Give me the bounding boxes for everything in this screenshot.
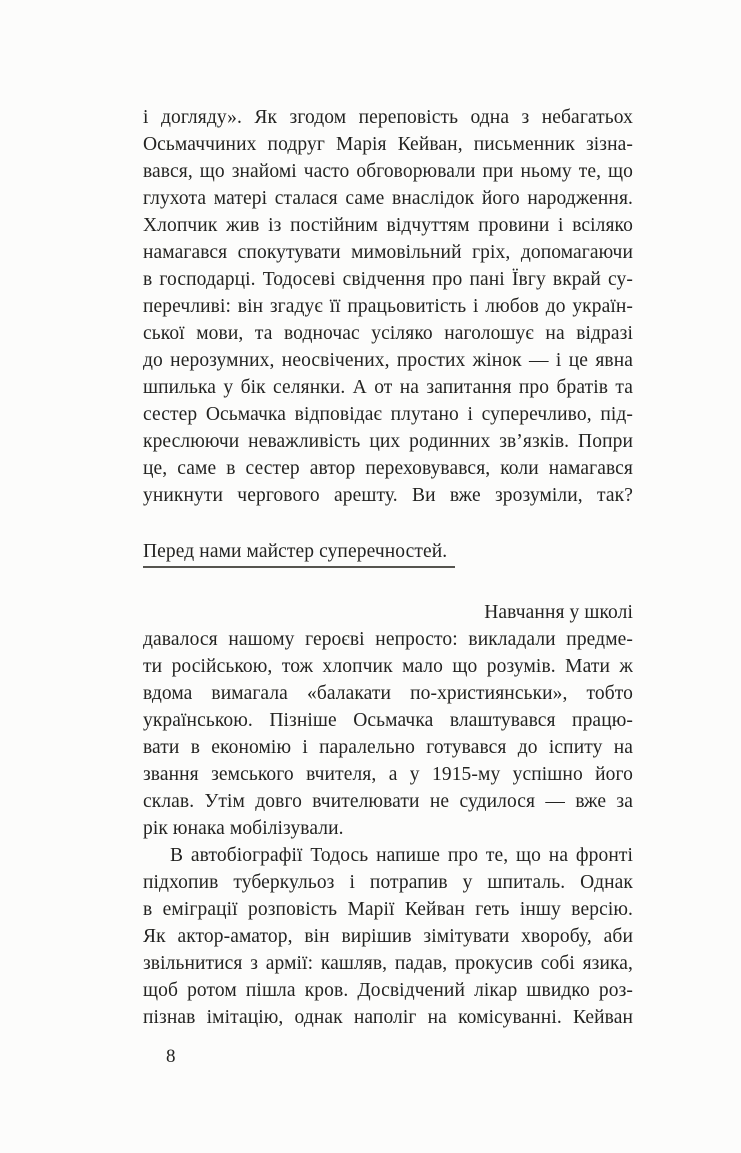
text-line: ти російською, тож хлопчик мало що розумів. Мати ж	[143, 656, 633, 677]
text-line: і догляду». Як згодом переповість одна з небагатьох	[143, 107, 633, 128]
text-line: давалося нашому героєві непросто: викладали предме-	[143, 629, 633, 650]
paragraph-continuation	[143, 104, 633, 509]
text-line: в господарці. Тодосеві свідчення про пані Ївгу вкрай су-	[143, 269, 633, 290]
text-line: в еміграції розповість Марії Кейван геть іншу версію.	[143, 899, 633, 920]
text-line: щоб ротом пішла кров. Досвідчений лікар швидко роз-	[143, 980, 633, 1001]
text-line: пізнав імітацію, однак наполіг на комісуванні. Кейван	[143, 1007, 633, 1028]
text-line: Осьмаччиних подруг Марія Кейван, письменник зізна-	[143, 134, 633, 155]
page-number: 8	[166, 1046, 176, 1067]
text-line: вався, що знайомі часто обговорювали при ньому те, що	[143, 161, 633, 182]
text-line: перечливі: він згадує її працьовитість і любов до україн-	[143, 296, 633, 317]
text-line: підхопив туберкульоз і потрапив у шпиталь. Однак	[143, 872, 633, 893]
text-line: звільнитися з армії: кашляв, падав, прокусив собі язика,	[143, 953, 633, 974]
text-line: вдома вимагала «балакати по-християнськи», тобто	[143, 683, 633, 704]
text-line: В автобіографії Тодось напише про те, що на фронті	[170, 845, 633, 866]
text-line: рік юнака мобілізували.	[143, 818, 344, 839]
text-line: звання земського вчителя, а у 1915-му успішно його	[143, 764, 633, 785]
text-line: Хлопчик жив із постійним відчуттям провини і всіляко	[143, 215, 633, 236]
text-line: українською. Пізніше Осьмачка влаштувався працю-	[143, 710, 633, 731]
text-block	[143, 104, 633, 1031]
text-line: сестер Осьмачка відповідає плутано і суперечливо, під-	[143, 404, 633, 425]
underlined-statement-text: Перед нами майстер суперечностей.	[143, 538, 455, 568]
text-line: це, саме в сестер автор переховувався, коли намагався	[143, 458, 633, 479]
text-line: намагався спокутувати мимовільний гріх, допомагаючи	[143, 242, 633, 263]
text-line: креслюючи неважливість цих родинних зв’язків. Попри	[143, 431, 633, 452]
text-line: вати в економію і паралельно готувався до іспиту на	[143, 737, 633, 758]
underlined-statement	[143, 538, 633, 570]
text-line: до нерозумних, неосвічених, простих жінок — і це явна	[143, 350, 633, 371]
text-line: Як актор-аматор, він вирішив зімітувати хворобу, аби	[143, 926, 633, 947]
paragraph-school	[143, 599, 633, 842]
text-line: склав. Утім довго вчителювати не судилося — вже за	[143, 791, 633, 812]
text-line: Навчання у школі	[484, 602, 633, 623]
paragraph-autobiography	[143, 842, 633, 1031]
text-line: ської мови, та водночас усіляко наголошує на відразі	[143, 323, 633, 344]
text-line: глухота матері сталася саме внаслідок його народження.	[143, 188, 633, 209]
text-line: шпилька у бік селянки. А от на запитання про братів та	[143, 377, 633, 398]
text-line: уникнути чергового арешту. Ви вже зрозуміли, так?	[143, 485, 633, 506]
